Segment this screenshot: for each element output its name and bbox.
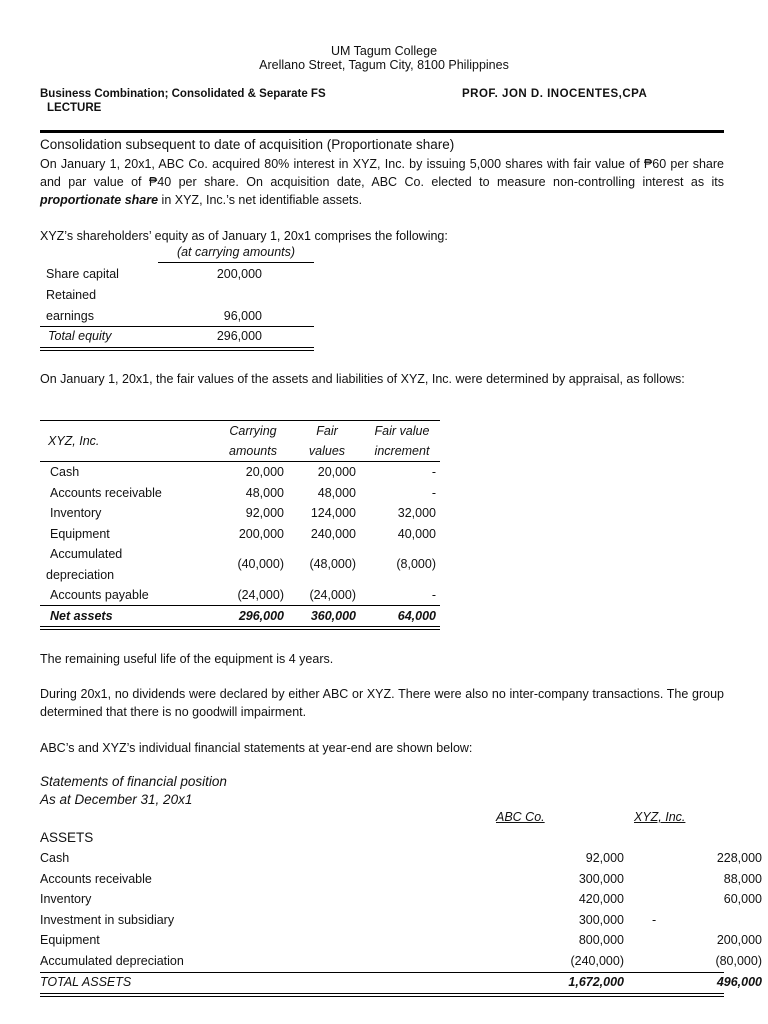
sfp-row-xyz: 200,000 bbox=[716, 933, 762, 947]
sfp-total-label: TOTAL ASSETS bbox=[40, 975, 132, 989]
sfp-row-label: Inventory bbox=[40, 892, 92, 906]
college-name: UM Tagum College bbox=[330, 44, 438, 58]
fv-net-label: Net assets bbox=[50, 609, 113, 623]
fv-row-carrying: 48,000 bbox=[245, 486, 284, 500]
sfp-row-label: Accumulated depreciation bbox=[40, 954, 184, 968]
fv-row-fair: 48,000 bbox=[317, 486, 356, 500]
sfp-row bbox=[40, 851, 762, 871]
fv-ap-fair: (24,000) bbox=[309, 588, 356, 602]
sfp-row-xyz: (80,000) bbox=[715, 954, 762, 968]
sfp-row bbox=[40, 933, 762, 953]
header-rule bbox=[40, 130, 724, 133]
section-title: Consolidation subsequent to date of acquisition (Proportionate share) bbox=[40, 137, 455, 152]
professor-name: PROF. JON D. INOCENTES,CPA bbox=[462, 88, 648, 100]
sfp-row-xyz: 60,000 bbox=[723, 892, 762, 906]
fv-row-carrying: 92,000 bbox=[245, 506, 284, 520]
sfp-row bbox=[40, 913, 724, 933]
share-capital-value: 200,000 bbox=[216, 267, 262, 281]
fv-col3-a: Fair value bbox=[374, 424, 430, 438]
equity-double-rule-2 bbox=[40, 350, 314, 351]
sfp-row-xyz: 88,000 bbox=[723, 872, 762, 886]
fv-row-label: Accounts receivable bbox=[50, 486, 162, 500]
fair-value-intro: On January 1, 20x1, the fair values of the assets and liabilities of XYZ, Inc. were determined by appraisal, as follows: bbox=[40, 372, 685, 386]
fv-col2-a: Fair bbox=[316, 424, 338, 438]
sfp-row-abc: 800,000 bbox=[578, 933, 624, 947]
fv-col1-b: amounts bbox=[229, 444, 277, 458]
fv-row-carrying: 200,000 bbox=[238, 527, 284, 541]
sfp-row bbox=[40, 954, 762, 974]
total-equity-value: 296,000 bbox=[216, 329, 262, 343]
fv-col2-b: values bbox=[308, 444, 346, 458]
fv-double-rule-1 bbox=[40, 626, 440, 627]
fv-accum-fair: (48,000) bbox=[309, 557, 356, 571]
course-title: Business Combination; Consolidated & Separate FS bbox=[40, 88, 326, 100]
sfp-total-abc: 1,672,000 bbox=[568, 975, 624, 989]
fv-row-incr: 32,000 bbox=[397, 506, 436, 520]
fv-net-incr: 64,000 bbox=[397, 609, 436, 623]
lecture-label: LECTURE bbox=[47, 102, 102, 114]
sfp-subtitle: As at December 31, 20x1 bbox=[40, 792, 193, 807]
sfp-row-abc: 92,000 bbox=[585, 851, 624, 865]
total-equity-label: Total equity bbox=[48, 329, 112, 343]
equity-table bbox=[40, 243, 314, 352]
equity-total-rule bbox=[40, 326, 314, 327]
fv-accum-label-2: depreciation bbox=[46, 568, 115, 582]
fv-accum-carrying: (40,000) bbox=[237, 557, 284, 571]
sfp-total-xyz: 496,000 bbox=[716, 975, 762, 989]
sfp-col-abc: ABC Co. bbox=[496, 810, 545, 824]
sfp-total-row bbox=[40, 975, 762, 995]
fs-intro: ABC’s and XYZ’s individual financial statements at year-end are shown below: bbox=[40, 741, 473, 755]
fv-row-incr: 40,000 bbox=[397, 527, 436, 541]
retained-label-2: earnings bbox=[46, 309, 94, 323]
fv-accum-incr: (8,000) bbox=[396, 557, 436, 571]
fv-accum-label-1: Accumulated bbox=[50, 547, 123, 561]
intro-text-2: in XYZ, Inc.’s net identifiable assets. bbox=[158, 193, 363, 207]
sfp-row bbox=[40, 872, 762, 892]
fv-row-label: Inventory bbox=[50, 506, 102, 520]
equity-double-rule-1 bbox=[40, 347, 314, 348]
sfp-row-label: Equipment bbox=[40, 933, 100, 947]
fv-ap-incr: - bbox=[431, 588, 436, 602]
fv-row-fair: 20,000 bbox=[317, 465, 356, 479]
fv-double-rule-2 bbox=[40, 629, 440, 630]
fv-total-rule bbox=[40, 605, 440, 606]
sfp-row-abc: 420,000 bbox=[578, 892, 624, 906]
intro-text-1: On January 1, 20x1, ABC Co. acquired 80% interest in XYZ, Inc. by issuing 5,000 shares with fair value of ₱60 per share and par value of ₱40 per share. On acquisition date, ABC Co. elected to measure non-controlling interest as its bbox=[40, 157, 724, 189]
college-address: Arellano Street, Tagum City, 8100 Philippines bbox=[259, 58, 509, 72]
share-capital-label: Share capital bbox=[46, 267, 119, 281]
sfp-assets-heading: ASSETS bbox=[40, 830, 94, 845]
fv-entity: XYZ, Inc. bbox=[48, 434, 100, 448]
fv-row-incr: - bbox=[431, 486, 436, 500]
fv-net-fair: 360,000 bbox=[310, 609, 356, 623]
retained-value: 96,000 bbox=[223, 309, 262, 323]
equity-header-rule bbox=[158, 262, 314, 263]
dividends-note: During 20x1, no dividends were declared by either ABC or XYZ. There were also no inter-company transactions. The group determined that there is no goodwill impairment. bbox=[40, 687, 724, 719]
sfp-row-label: Investment in subsidiary bbox=[40, 913, 175, 927]
fv-row-label: Equipment bbox=[50, 527, 110, 541]
sfp-row-abc: 300,000 bbox=[578, 913, 624, 927]
fv-top-rule bbox=[40, 420, 440, 421]
intro-emphasis: proportionate share bbox=[40, 193, 159, 207]
fv-header-rule bbox=[40, 461, 440, 462]
fv-row-label: Cash bbox=[50, 465, 80, 479]
sfp-double-rule-1 bbox=[40, 993, 724, 994]
fv-ap-carrying: (24,000) bbox=[237, 588, 284, 602]
sfp-row-label: Cash bbox=[40, 851, 70, 865]
useful-life-note: The remaining useful life of the equipment is 4 years. bbox=[40, 652, 334, 666]
fv-row-carrying: 20,000 bbox=[245, 465, 284, 479]
sfp-row-abc: (240,000) bbox=[570, 954, 624, 968]
equity-intro: XYZ’s shareholders’ equity as of January 1, 20x1 comprises the following: bbox=[40, 229, 448, 243]
sfp-double-rule-2 bbox=[40, 996, 724, 997]
fv-row-fair: 240,000 bbox=[310, 527, 356, 541]
fv-row-incr: - bbox=[431, 465, 436, 479]
sfp-row-abc: 300,000 bbox=[578, 872, 624, 886]
fair-value-table bbox=[40, 420, 440, 632]
sfp-row-xyz: - bbox=[652, 913, 657, 927]
fv-row-fair: 124,000 bbox=[310, 506, 356, 520]
sfp-title: Statements of financial position bbox=[40, 774, 227, 789]
sfp-row-label: Accounts receivable bbox=[40, 872, 152, 886]
sfp-total-rule bbox=[40, 972, 724, 973]
sfp-row bbox=[40, 892, 762, 912]
fv-col1-a: Carrying bbox=[229, 424, 277, 438]
equity-col-header: (at carrying amounts) bbox=[176, 245, 296, 259]
retained-label-1: Retained bbox=[46, 288, 97, 302]
fv-net-carrying: 296,000 bbox=[238, 609, 284, 623]
sfp-row-xyz: 228,000 bbox=[716, 851, 762, 865]
fv-col3-b: increment bbox=[374, 444, 430, 458]
fv-ap-label: Accounts payable bbox=[50, 588, 149, 602]
sfp-col-xyz: XYZ, Inc. bbox=[634, 810, 686, 824]
intro-paragraph bbox=[40, 155, 724, 209]
